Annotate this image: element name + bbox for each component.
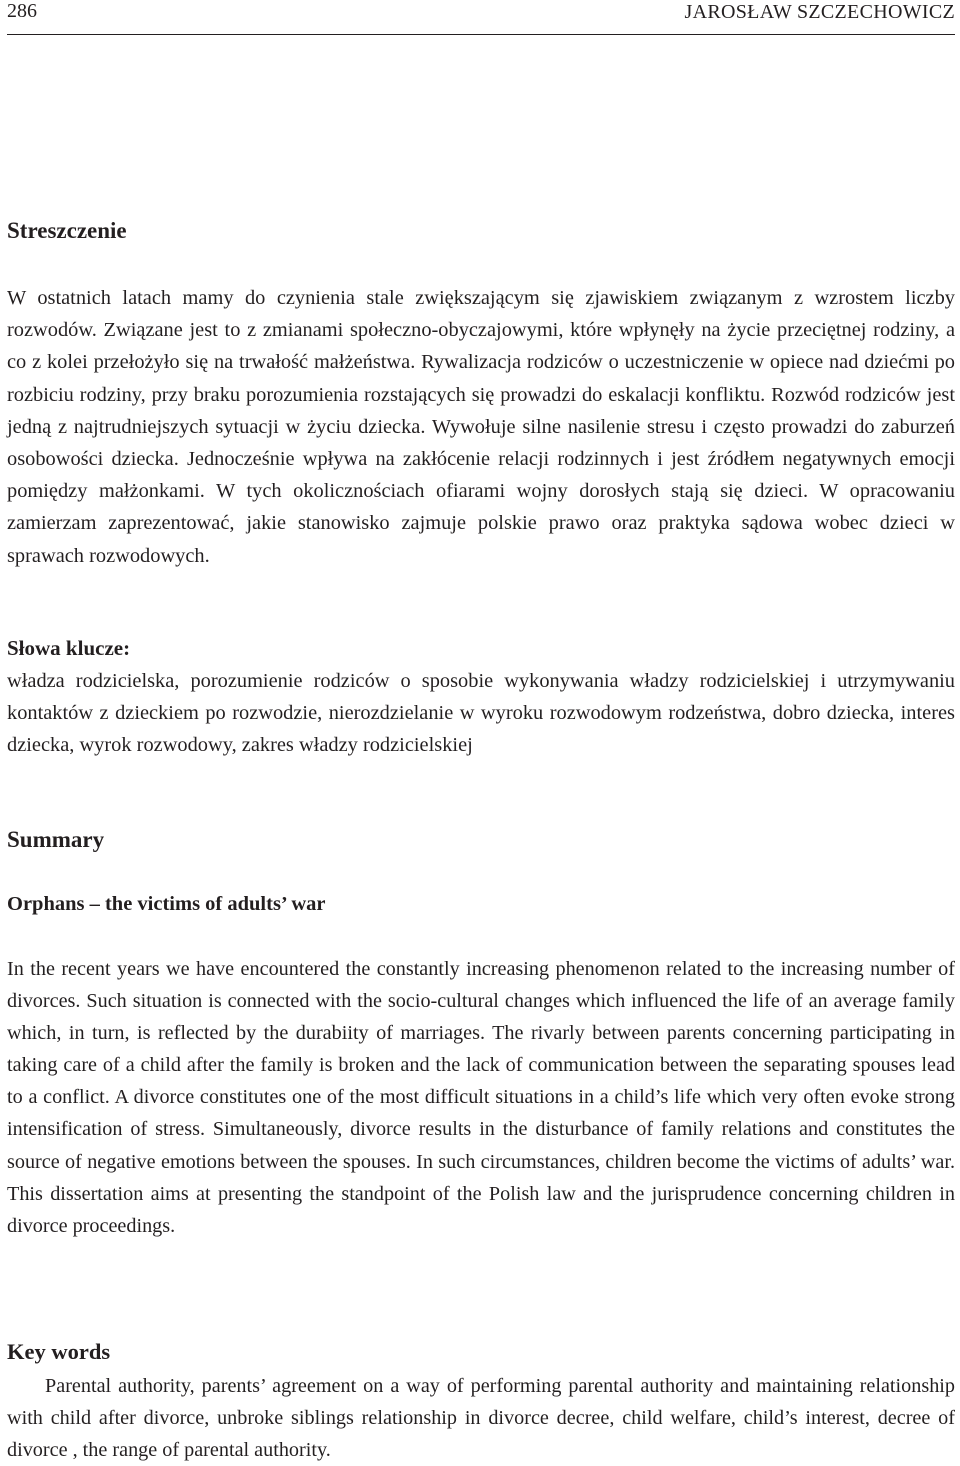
summary-article-title: Orphans – the victims of adults’ war (7, 893, 326, 915)
slowa-klucze-heading: Słowa klucze: (7, 636, 131, 660)
summary-text: In the recent years we have encountered the constantly increasing phenomenon related to the increasing number of divorces. Such situation is connected with the socio-cultural changes which influenced the life of an average family which, in turn, is reflected by the durabiity of marriages. The rivarly between parents concerning participating in taking care of a child after the family is broken and the lack of communication between the separating spouses lead to a conflict. A divorce constitutes one of the most difficult situations in a child’s life which very often evoke strong intensification of stress. Simultaneously, divorce results in the disturbance of family relations and constitutes the source of negative emotions between the spouses. In such circumstances, children become the victims of adults’ war. This dissertation aims at presenting the standpoint of the Polish law and the jurisprudence concerning children in divorce proceedings. (7, 958, 955, 1237)
page-number: 286 (7, 0, 37, 22)
slowa-klucze-text: władza rodzicielska, porozumienie rodziców o sposobie wykonywania władzy rodzicielskiej i utrzymywaniu kontaktów z dzieckiem po rozwodzie, nierozdzielanie w wyroku rozwodowym rodzeństwa, dobro dziecka, interes dziecka, wyrok rozwodowy, zakres władzy rodzicielskiej (7, 670, 955, 757)
key-words-heading: Key words (7, 1339, 111, 1364)
key-words-text: Parental authority, parents’ agreement on a way of performing parental authority and maintaining relationship with child after divorce, unbroke siblings relationship in divorce decree, child welfare, child’s interest, decree of divorce , the range of parental authority. (7, 1375, 955, 1462)
running-head-author: JAROSŁAW SZCZECHOWICZ (684, 1, 955, 23)
summary-heading: Summary (7, 827, 105, 852)
streszczenie-heading: Streszczenie (7, 218, 127, 243)
streszczenie-text: W ostatnich latach mamy do czynienia stale zwiększającym się zjawiskiem związanym z wzrostem liczby rozwodów. Związane jest to z zmianami społeczno-obyczajowymi, które wpłynęły na życie przeciętnej rodziny, a co z kolei przełożyło się na trwałość małżeństwa. Rywalizacja rodziców o uczestniczenie w opiece nad dziećmi po rozbiciu rodziny, przy braku porozumienia rozstających się prowadzi do eskalacji konfliktu. Rozwód rodziców jest jedną z najtrudniejszych sytuacji w życiu dziecka. Wywołuje silne nasilenie stresu i często prowadzi do zaburzeń osobowości dziecka. Jednocześnie wpływa na zakłócenie relacji rodzinnych i jest źródłem negatywnych emocji pomiędzy małżonkami. W tych okolicznościach ofiarami wojny dorosłych stają się dzieci. W opracowaniu zamierzam zaprezentować, jakie stanowisko zajmuje polskie prawo oraz praktyka sądowa wobec dzieci w sprawach rozwodowych. (7, 287, 955, 567)
running-head (7, 0, 955, 35)
